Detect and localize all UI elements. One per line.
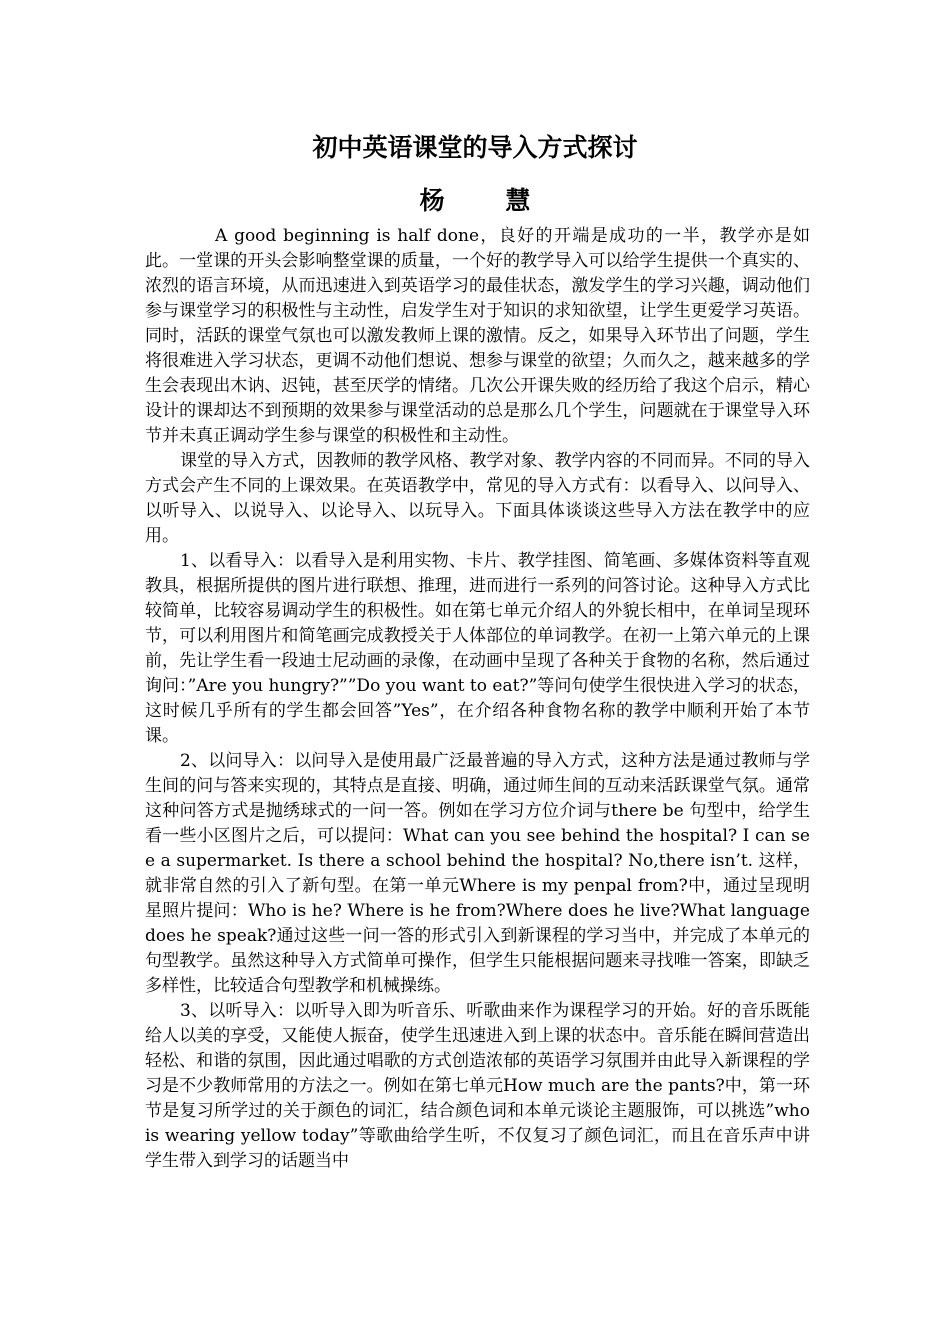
paragraph-method-ask: 2、以问导入：以问导入是使用最广泛最普遍的导入方式，这种方法是通过教师与学生间的问与答来实现的，其特点是直接、明确，通过师生间的互动来活跃课堂气氛。通常这种问答方式是抛绣球式的一问一答。例如在学习方位介词与there be 句型中，给学生看一些小区图片之后，可以提问：What can you see behind the hospital? I can see a supermarket. Is there a school behind the hospital? No,there isn’t. 这样，就非常自然的引入了新句型。在第一单元Where is my penpal from?中，通过呈现明星照片提问：Who is he? Where is he from?Where does he live?What language does he speak?通过这些一问一答的形式引入到新课程的学习当中，并完成了本单元的句型教学。虽然这种导入方式简单可操作，但学生只能根据问题来寻找唯一答案，即缺乏多样性，比较适合句型教学和机械操练。	[145, 751, 810, 996]
paragraph-method-look: 1、以看导入：以看导入是利用实物、卡片、教学挂图、简笔画、多媒体资料等直观教具，根据所提供的图片进行联想、推理，进而进行一系列的问答讨论。这种导入方式比较简单，比较容易调动学生的积极性。如在第七单元介绍人的外貌长相中，在单词呈现环节，可以利用图片和简笔画完成教授关于人体部位的单词教学。在初一上第六单元的上课前，先让学生看一段迪士尼动画的录像，在动画中呈现了各种关于食物的名称，然后通过询问：”Are you hungry?””Do you want to eat?”等问句使学生很快进入学习的状态，这时候几乎所有的学生都会回答”Yes”，在介绍各种食物名称的教学中顺利开始了本节课。	[145, 551, 810, 746]
document-author: 杨 慧	[419, 186, 557, 215]
paragraph-intro: A good beginning is half done，良好的开端是成功的一半，教学亦是如此。一堂课的开头会影响整堂课的质量，一个好的教学导入可以给学生提供一个真实的、浓烈的语言环境，从而迅速进入到英语学习的最佳状态，激发学生的学习兴趣，调动他们参与课堂学习的积极性与主动性，启发学生对于知识的求知欲望，让学生更爱学习英语。同时，活跃的课堂气氛也可以激发教师上课的激情。反之，如果导入环节出了问题，学生将很难进入学习状态，更调不动他们想说、想参与课堂的欲望；久而久之，越来越多的学生会表现出木讷、迟钝，甚至厌学的情绪。几次公开课失败的经历给了我这个启示，精心设计的课却达不到预期的效果参与课堂活动的总是那么几个学生，问题就在于课堂导入环节并未真正调动学生参与课堂的积极性和主动性。	[145, 226, 810, 446]
paragraph-overview: 课堂的导入方式，因教师的教学风格、教学对象、教学内容的不同而异。不同的导入方式会产生不同的上课效果。在英语教学中，常见的导入方式有：以看导入、以问导入、以听导入、以说导入、以论导入、以玩导入。下面具体谈谈这些导入方法在教学中的应用。	[145, 451, 810, 546]
document-body	[145, 224, 810, 1174]
paragraph-method-listen: 3、以听导入：以听导入即为听音乐、听歌曲来作为课程学习的开始。好的音乐既能给人以美的享受，又能使人振奋，使学生迅速进入到上课的状态中。音乐能在瞬间营造出轻松、和谐的氛围，因此通过唱歌的方式创造浓郁的英语学习氛围并由此导入新课程的学习是不少教师常用的方法之一。例如在第七单元How much are the pants?中，第一环节是复习所学过的关于颜色的词汇，结合颜色词和本单元谈论主题服饰，可以挑选”who is wearing yellow today”等歌曲给学生听，不仅复习了颜色词汇，而且在音乐声中讲学生带入到学习的话题当中	[145, 1001, 810, 1171]
document-title: 初中英语课堂的导入方式探讨	[312, 133, 638, 162]
